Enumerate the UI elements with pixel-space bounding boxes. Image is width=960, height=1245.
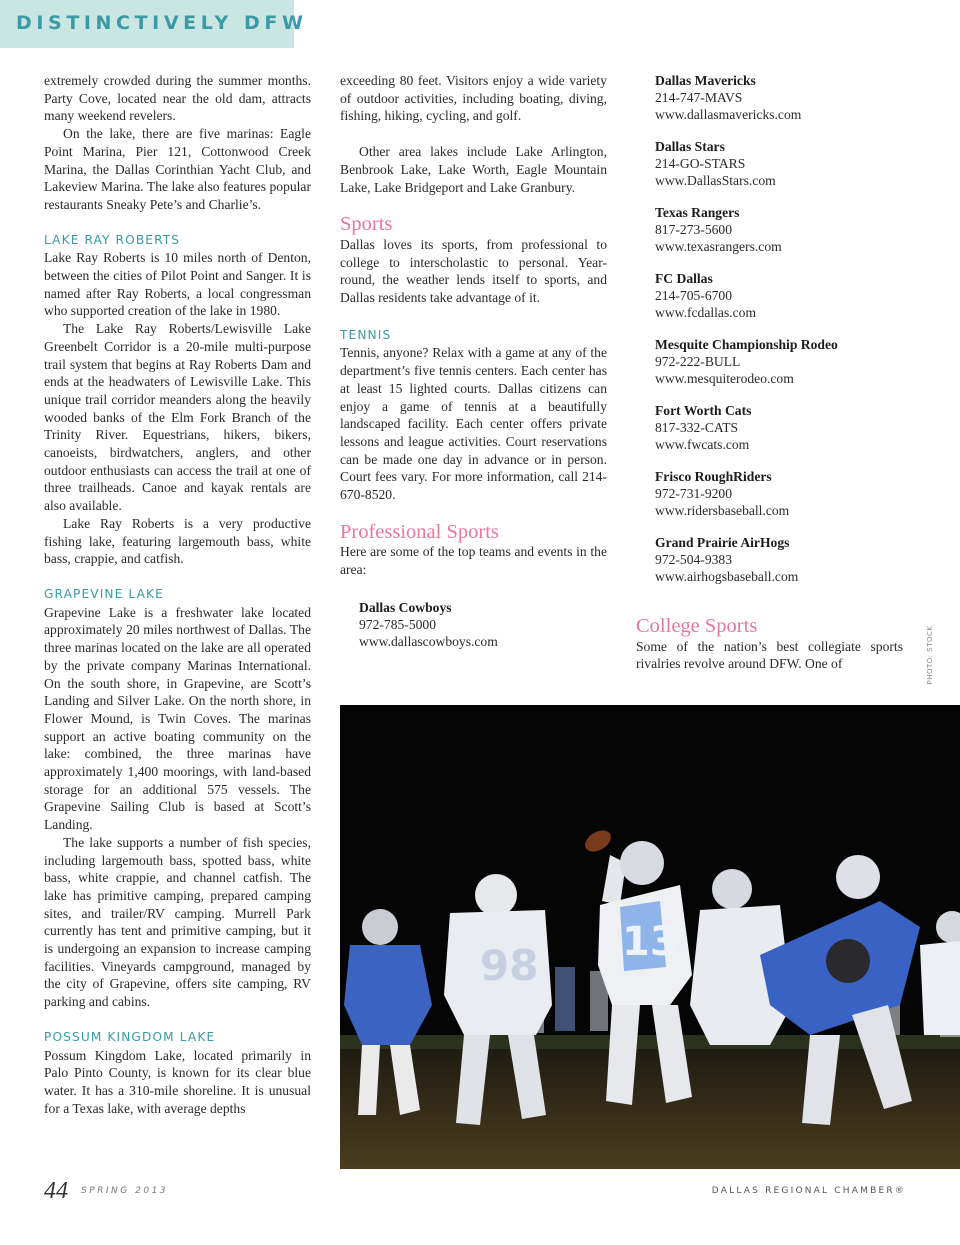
team-phone: 972-785-5000	[359, 616, 437, 632]
team-entry	[655, 270, 905, 321]
team-url[interactable]: www.airhogsbaseball.com	[655, 569, 799, 584]
paragraph: Lake Ray Roberts is a very productive fishing lake, featuring largemouth bass, white bass, crappie, and catfish.	[44, 515, 311, 567]
section-heading-professional-sports: Professional Sports	[340, 520, 499, 543]
team-url[interactable]: www.dallascowboys.com	[359, 633, 498, 649]
team-entry	[359, 599, 607, 650]
team-name: Texas Rangers	[655, 205, 740, 220]
team-name: FC Dallas	[655, 271, 713, 286]
team-name: Grand Prairie AirHogs	[655, 535, 790, 550]
section-tab-label: DISTINCTIVELY DFW	[16, 12, 308, 34]
team-url[interactable]: www.texasrangers.com	[655, 239, 782, 254]
football-players-image	[340, 705, 960, 1169]
column-1	[44, 72, 311, 1117]
paragraph: extremely crowded during the summer months. Party Cove, located near the old dam, attracts many weekend revelers.	[44, 73, 311, 124]
team-name: Dallas Cowboys	[359, 599, 452, 615]
section-heading-college-sports: College Sports	[636, 615, 758, 637]
paragraph: Lake Ray Roberts is 10 miles north of Denton, between the cities of Pilot Point and Sanger. It is named after Ray Roberts, a local congressman who supported creation of the lake in 1980.	[44, 250, 311, 319]
section-heading-sports: Sports	[340, 213, 393, 236]
team-entry	[655, 468, 905, 519]
team-name: Dallas Mavericks	[655, 73, 756, 88]
paragraph: Dallas loves its sports, from professional to college to interscholastic to personal. Year-round, the weather lends itself to sports, and Dallas residents take advantage of it.	[340, 236, 607, 306]
subheading-tennis: TENNIS	[340, 327, 392, 342]
team-url[interactable]: www.DallasStars.com	[655, 173, 776, 188]
subheading-possum-kingdom-lake: POSSUM KINGDOM LAKE	[44, 1029, 216, 1044]
paragraph: Some of the nation’s best collegiate sports rivalries revolve around DFW. One of	[636, 638, 903, 672]
paragraph: Grapevine Lake is a freshwater lake located approximately 20 miles northwest of Dallas. The three marinas located on the lake are all operated by the private company Marinas International. On the south shore, in Grapevine, are Scott’s Landing and Silver Lake. On the north shore, in Flower Mound, is Twin Coves. The marinas support an active boating community on the lake: combined, the three marinas have approximately 1,400 moorings, with land-based storage for an additional 575 vessels. The Grapevine Sailing Club is based at Scott’s Landing.	[44, 604, 311, 833]
team-phone: 972-222-BULL	[655, 354, 741, 369]
column-2	[340, 72, 607, 665]
paragraph: The Lake Ray Roberts/Lewisville Lake Greenbelt Corridor is a 20-mile multi-purpose trail system that begins at Ray Roberts Dam and ends at the headwaters of Lewisville Lake. This unique trail corridor meanders along the heavily wooded banks of the Elm Fork Branch of the Trinity River. Equestrians, hikers, bikers, canoeists, birdwatchers, anglers, and other outdoor enthusiasts can access the trail at one of three trailheads. Canoe and kayak rentals are also available.	[44, 321, 311, 514]
team-url[interactable]: www.dallasmavericks.com	[655, 107, 802, 122]
team-phone: 972-731-9200	[655, 486, 733, 501]
team-phone: 214-GO-STARS	[655, 156, 746, 171]
team-entry	[655, 534, 905, 585]
section-tab	[0, 0, 308, 48]
team-name: Fort Worth Cats	[655, 403, 752, 418]
paragraph: Other area lakes include Lake Arlington, Benbrook Lake, Lake Worth, Eagle Mountain Lake, Lake Bridgeport and Lake Granbury.	[340, 144, 607, 195]
team-url[interactable]: www.mesquiterodeo.com	[655, 371, 794, 386]
team-phone: 972-504-9383	[655, 552, 733, 567]
team-entry	[655, 138, 905, 189]
team-entry	[655, 336, 905, 387]
team-phone: 214-747-MAVS	[655, 90, 743, 105]
photo-credit-label: PHOTO: STOCK	[926, 625, 934, 685]
subheading-lake-ray-roberts: LAKE RAY ROBERTS	[44, 232, 181, 247]
subheading-grapevine-lake: GRAPEVINE LAKE	[44, 586, 164, 601]
team-url[interactable]: www.fcdallas.com	[655, 305, 757, 320]
paragraph: Here are some of the top teams and events in the area:	[340, 544, 607, 578]
paragraph: On the lake, there are five marinas: Eagle Point Marina, Pier 121, Cottonwood Creek Marina, the Dallas Corinthian Yacht Club, and Lakeview Marina. The lake also features popular restaurants Sneaky Pete’s and Charlie’s.	[44, 126, 311, 212]
svg-text:13: 13	[622, 919, 678, 965]
team-entry	[655, 72, 905, 123]
column-3	[655, 72, 905, 600]
team-phone: 817-273-5600	[655, 222, 733, 237]
team-phone: 214-705-6700	[655, 288, 733, 303]
college-sports-block	[636, 615, 903, 673]
team-name: Mesquite Championship Rodeo	[655, 337, 838, 352]
issue-label: SPRING 2013	[81, 1186, 169, 1196]
team-entry	[655, 402, 905, 453]
football-photo	[340, 705, 960, 1169]
team-url[interactable]: www.ridersbaseball.com	[655, 503, 790, 518]
paragraph: Tennis, anyone? Relax with a game at any of the department’s five tennis centers. Each center has at least 15 lighted courts. Dallas citizens can enjoy a game of tennis at a beautifully landscaped facility. Each center offers private lessons and league activities. Court reservations can be made one day in advance or in person. Court fees vary. For more information, call 214-670-8520.	[340, 345, 607, 503]
team-phone: 817-332-CATS	[655, 420, 739, 435]
team-url[interactable]: www.fwcats.com	[655, 437, 750, 452]
publisher-label: DALLAS REGIONAL CHAMBER®	[711, 1186, 906, 1196]
team-name: Dallas Stars	[655, 139, 725, 154]
team-entry	[655, 204, 905, 255]
paragraph: The lake supports a number of fish species, including largemouth bass, spotted bass, white bass, white crappie, and channel catfish. The lake has primitive camping, prepared camping sites, and trailer/RV camping. Murrell Park currently has tent and primitive camping, but it is undergoing an expansion to increase camping facilities. Vineyards campground, managed by the city of Grapevine, offers site camping, RV parking and cabins.	[44, 834, 311, 1010]
svg-text:98: 98	[480, 941, 539, 990]
page-number: 44	[44, 1178, 68, 1204]
photo-credit	[924, 625, 936, 685]
paragraph: Possum Kingdom Lake, located primarily in Palo Pinto County, is known for its clear blue water. It has a 310-mile shoreline. It is unusual for a Texas lake, with average depths	[44, 1047, 311, 1116]
paragraph: exceeding 80 feet. Visitors enjoy a wide variety of outdoor activities, including boating, diving, fishing, hiking, cycling, and golf.	[340, 73, 607, 124]
team-name: Frisco RoughRiders	[655, 469, 772, 484]
